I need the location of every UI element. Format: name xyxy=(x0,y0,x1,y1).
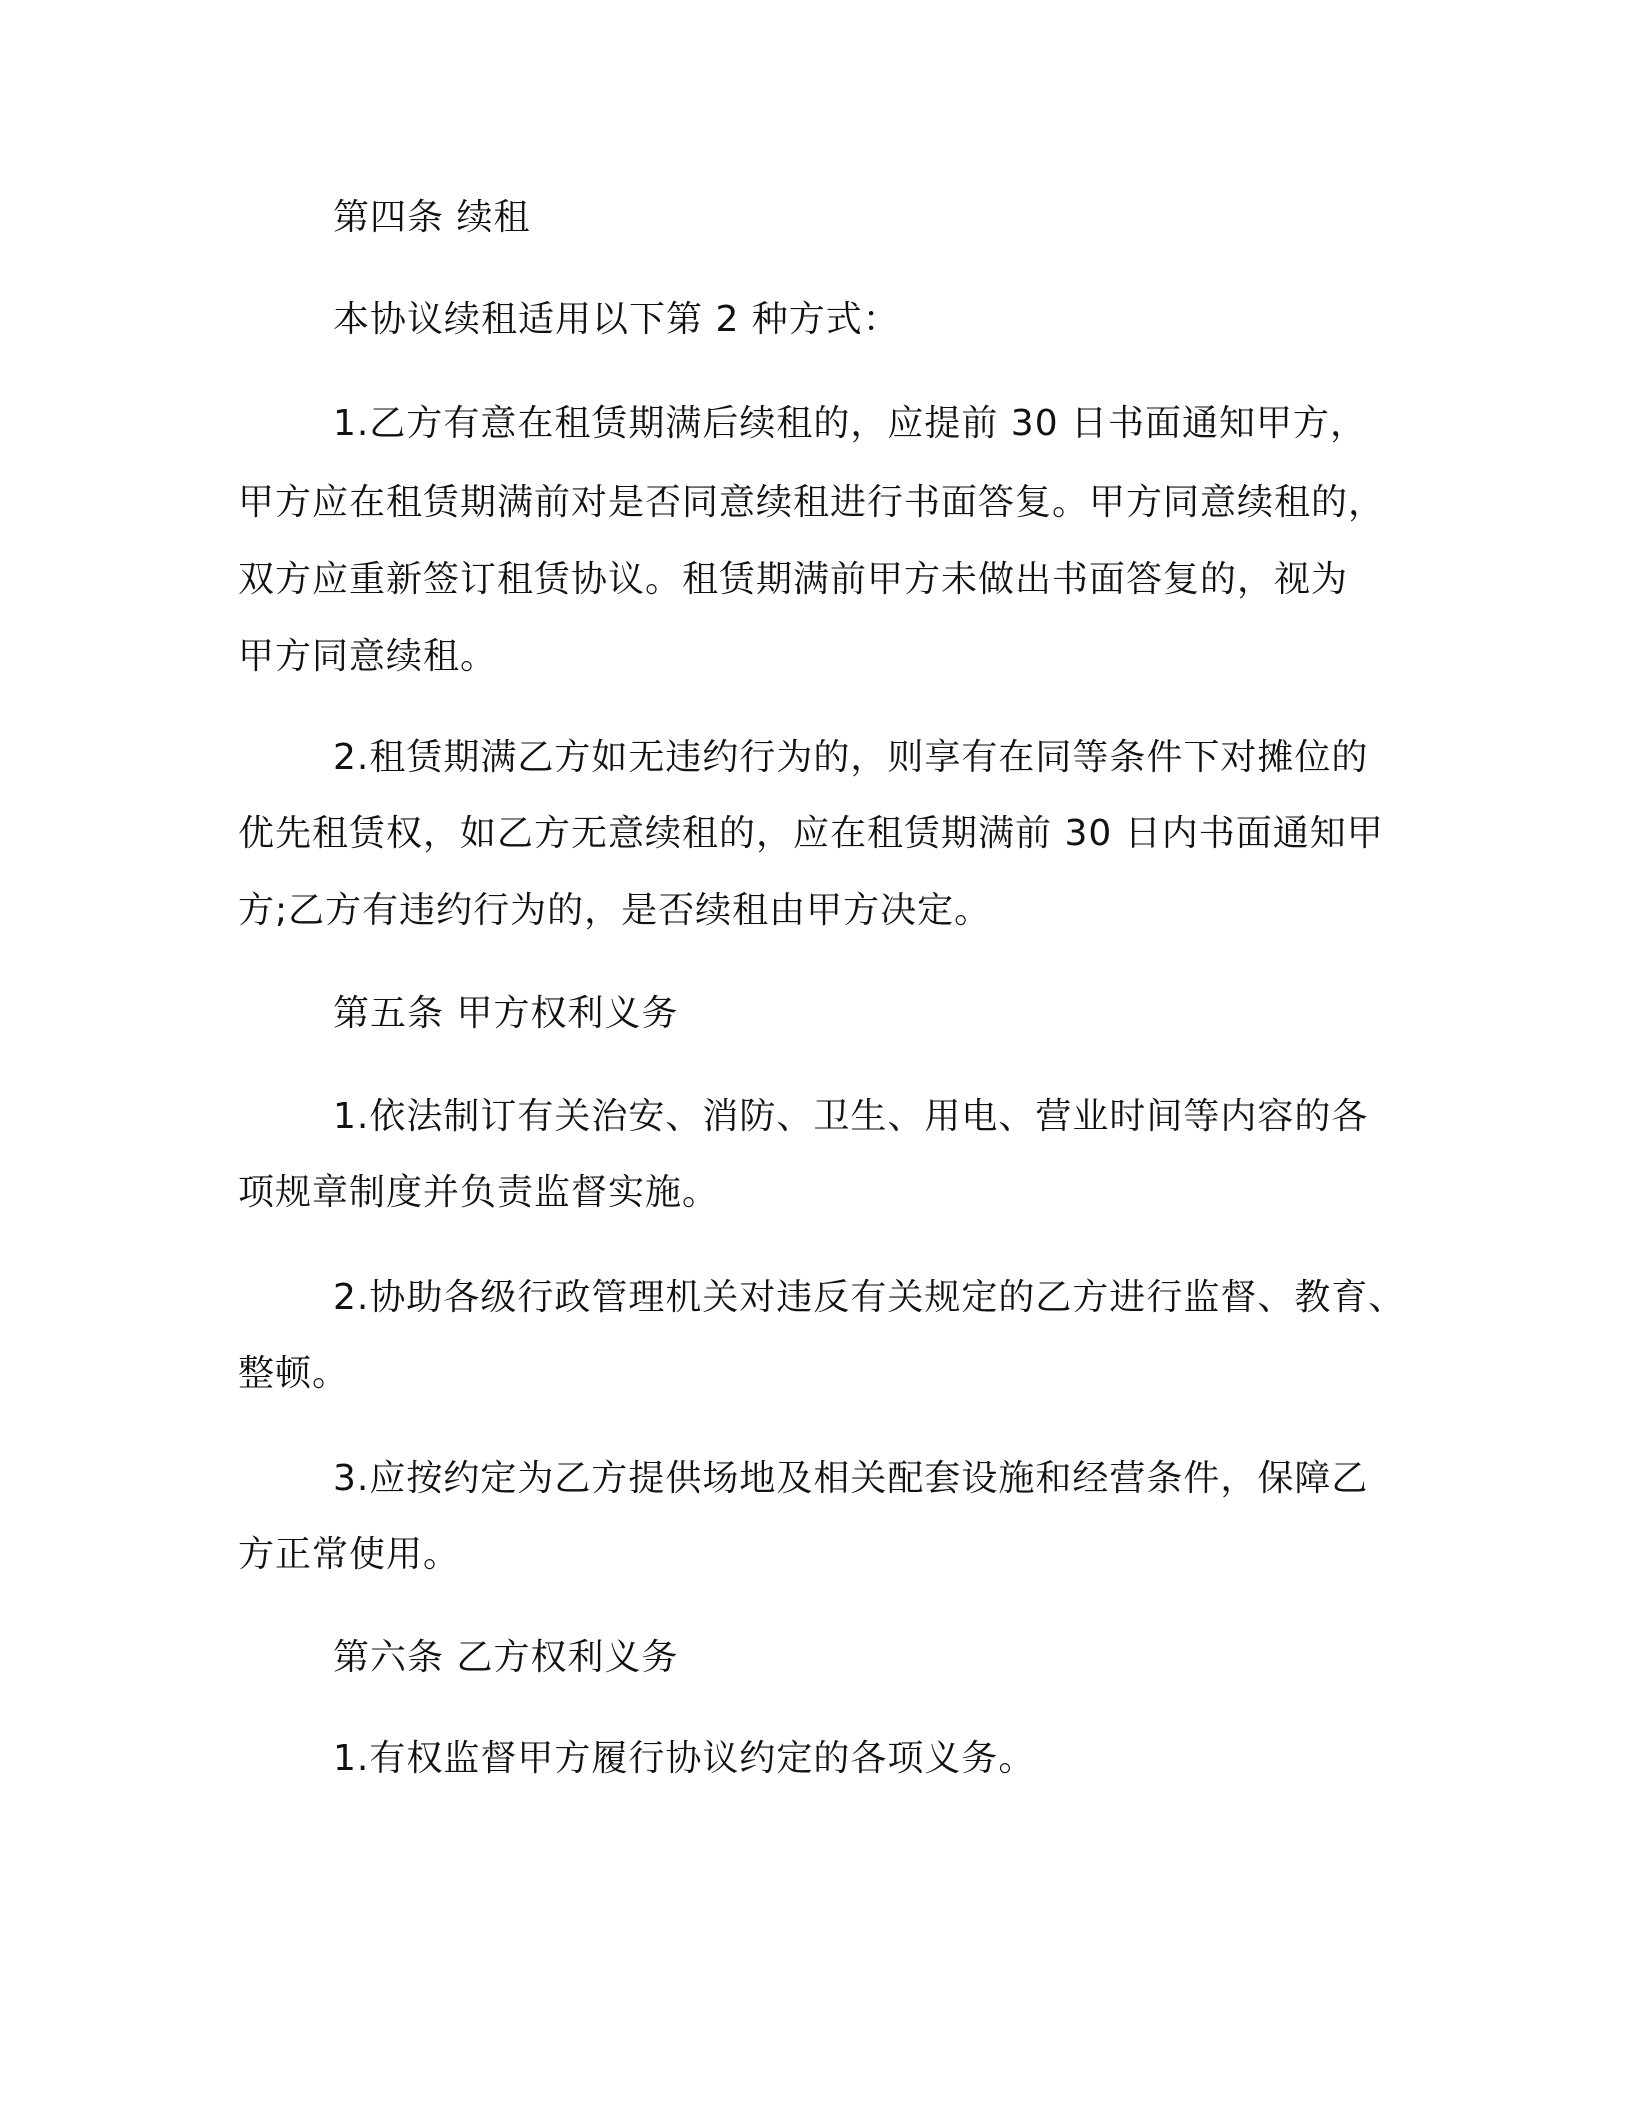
paragraph-line: 甲方同意续租。 xyxy=(238,636,498,677)
paragraph-line: 1.有权监督甲方履行协议约定的各项义务。 xyxy=(333,1738,1036,1779)
section-heading-4: 第四条 续租 xyxy=(333,197,531,238)
paragraph-line: 双方应重新签订租赁协议。租赁期满前甲方未做出书面答复的，视为 xyxy=(238,559,1349,600)
paragraph-line: 甲方应在租赁期满前对是否同意续租进行书面答复。甲方同意续租的， xyxy=(238,482,1386,523)
paragraph-line: 项规章制度并负责监督实施。 xyxy=(238,1172,720,1213)
paragraph-line: 2.租赁期满乙方如无违约行为的，则享有在同等条件下对摊位的 xyxy=(333,737,1369,778)
paragraph-line: 3.应按约定为乙方提供场地及相关配套设施和经营条件，保障乙 xyxy=(333,1458,1369,1499)
paragraph-line: 1.乙方有意在租赁期满后续租的，应提前 30 日书面通知甲方， xyxy=(333,403,1368,444)
paragraph-line: 1.依法制订有关治安、消防、卫生、用电、营业时间等内容的各 xyxy=(333,1096,1369,1137)
section-heading-6: 第六条 乙方权利义务 xyxy=(333,1637,679,1678)
section-heading-5: 第五条 甲方权利义务 xyxy=(333,993,679,1034)
paragraph-line: 方;乙方有违约行为的，是否续租由甲方决定。 xyxy=(238,890,992,931)
paragraph-line: 方正常使用。 xyxy=(238,1534,461,1575)
paragraph-line: 优先租赁权，如乙方无意续租的，应在租赁期满前 30 日内书面通知甲 xyxy=(238,813,1384,854)
paragraph-line: 整顿。 xyxy=(238,1353,350,1394)
section-4-intro: 本协议续租适用以下第 2 种方式： xyxy=(333,299,900,340)
paragraph-line: 2.协助各级行政管理机关对违反有关规定的乙方进行监督、教育、 xyxy=(333,1277,1406,1318)
